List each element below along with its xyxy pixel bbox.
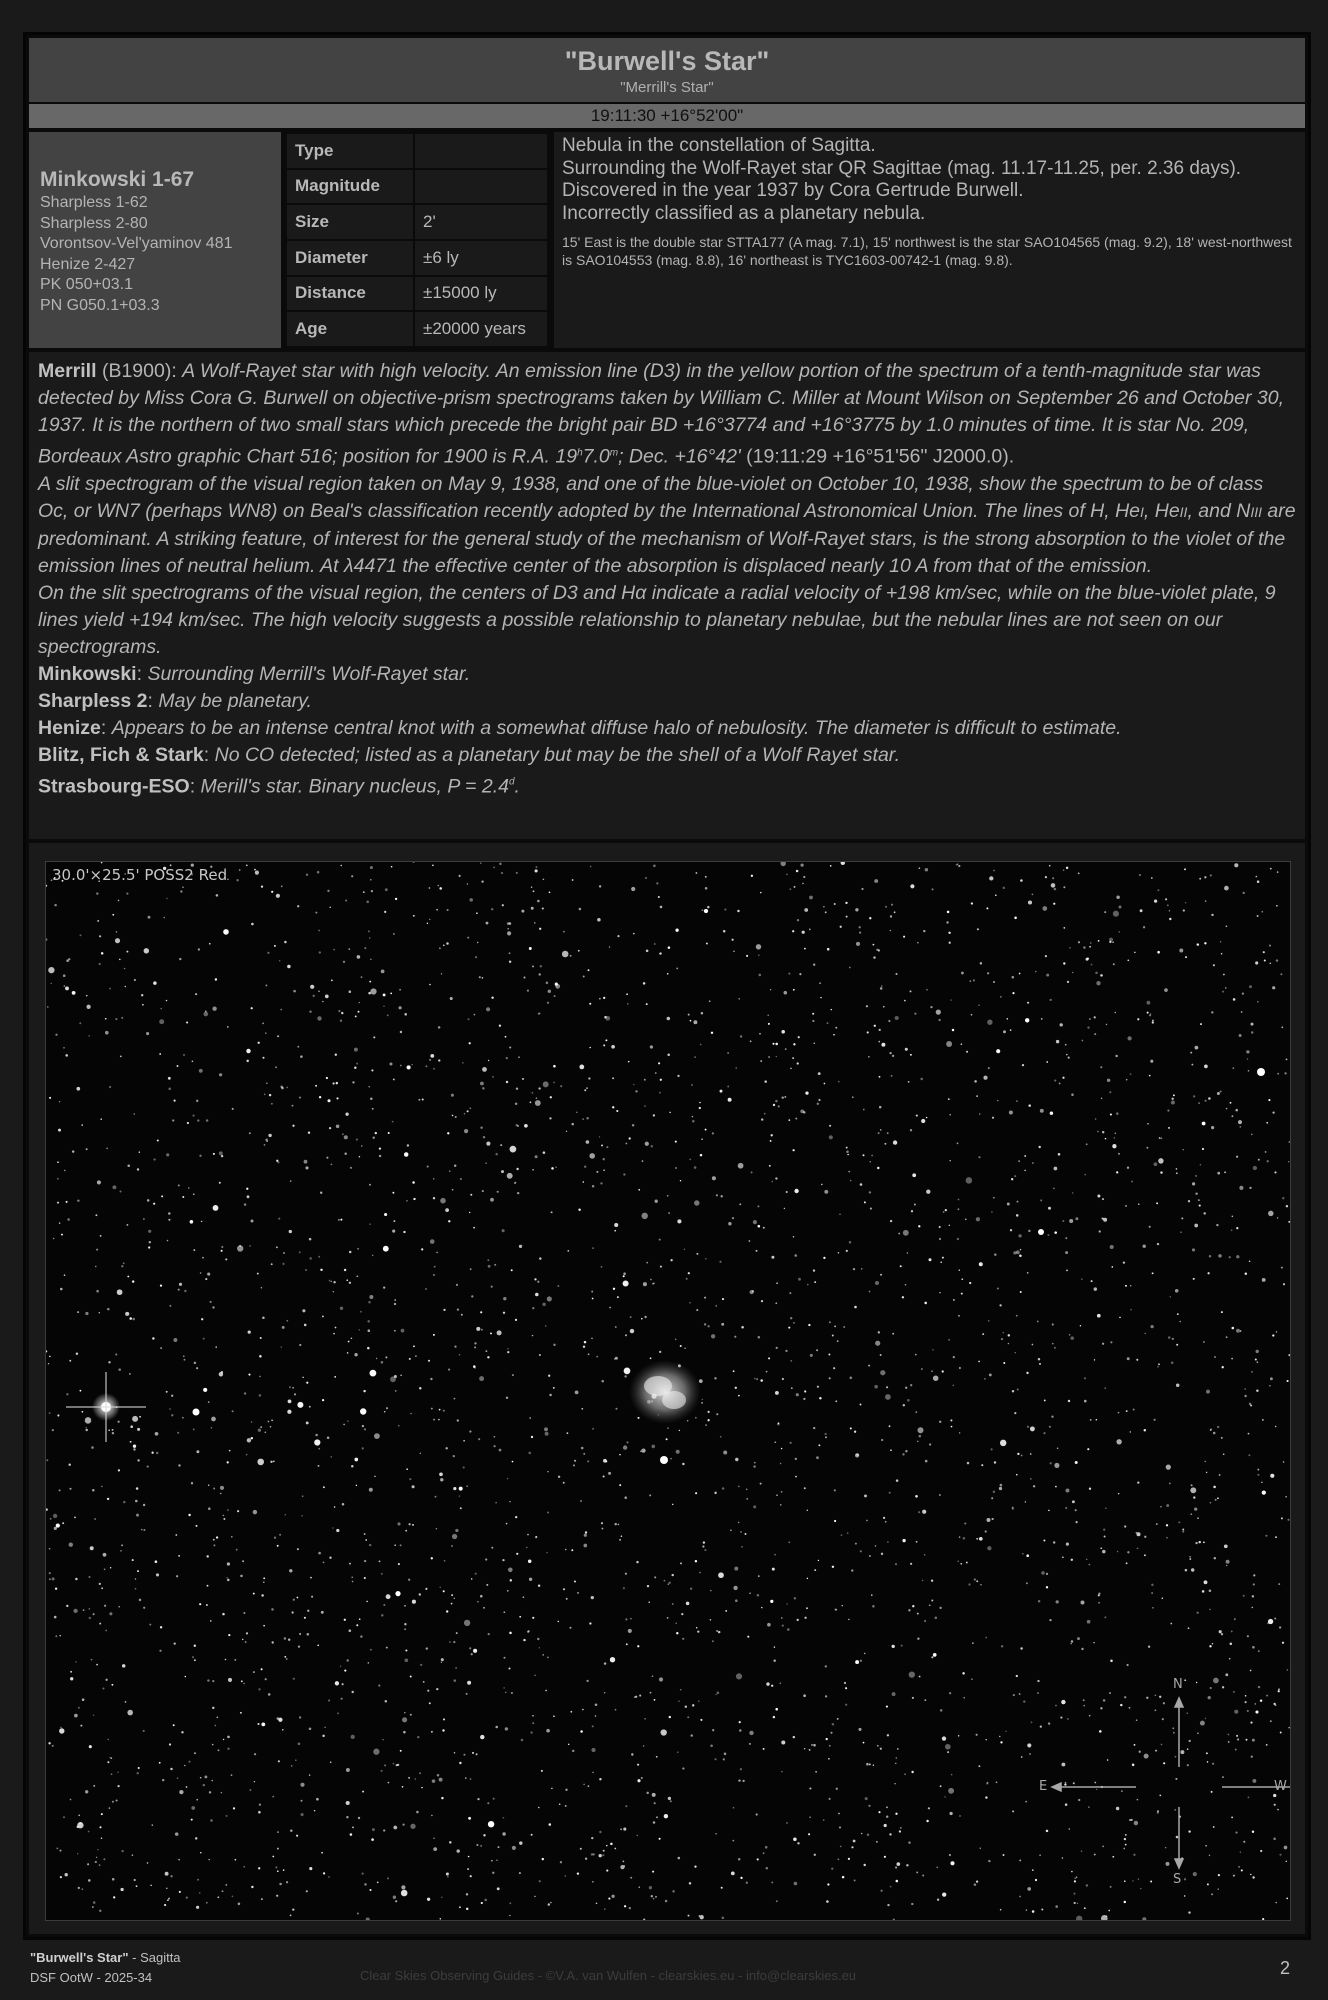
primary-designation: Minkowski 1-67 [40,168,195,191]
alt-designation: PN G050.1+03.3 [40,296,160,314]
property-value [414,169,548,205]
description-line: Surrounding the Wolf-Rayet star QR Sagittae (mag. 11.17-11.25, per. 2.36 days). [562,157,1242,179]
description-panel [554,132,1305,348]
note-source: Merrill [38,360,97,382]
property-row-age [286,311,548,347]
property-value: ±20000 years [414,311,548,347]
page-title: "Burwell's Star" [564,46,770,76]
star-field [46,862,1290,1920]
alt-designation: Vorontsov-Vel'yaminov 481 [40,235,233,252]
alt-designation: Henize 2-427 [40,255,136,273]
compass-west-label: W [1274,1779,1287,1794]
footer-credits: Clear Skies Observing Guides - ©V.A. van Wulfen - clearskies.eu - info@clearskies.eu [360,1968,857,1983]
coordinates-bar: 19:11:30 +16°52'00" [29,104,1305,128]
property-row-size [286,204,548,240]
note-strasbourg: Strasbourg-ESO: Merill's star. Binary nucleus, P = 2.4$^d$. [38,775,520,797]
property-value: 2' [414,204,548,240]
nebula-minkowski-1-67 [629,1360,701,1424]
property-value: ±15000 ly [414,276,548,312]
property-label: Size [286,204,414,240]
compass-east-label: E [1039,1779,1048,1794]
compass [1052,1698,1290,1868]
description-line: Discovered in the year 1937 by Cora Gertrude Burwell. [562,180,1024,201]
property-value [414,133,548,169]
property-row-diameter [286,240,548,276]
note-merrill: Merrill (B1900): A Wolf-Rayet star with high velocity. An emission line (D3) in the yellow portion of the spectrum of a tenth-magnitude star was detected by Miss Cora G. Burwell on objective-prism spectrograms taken by William C. Miller at Mount Wilson on September 26 and October 30, 1937. It is the northern of two small stars which precede the bright pair BD +16°3774 and +16°3775 by 1.0 minutes of time. It is star No. 209, Bordeaux Astro graphic Chart 516; position for 1900 is R.A. 19$^h$7.0$^m$; Dec. +16°42' (19:11:29 +16°51'56" J2000.0). [38,360,1284,468]
page-subtitle: "Merrill's Star" [620,79,714,96]
note-merrill-velocity: On the slit spectrograms of the visual region, the centers of D3 and Hα indicate a radial velocity of +198 km/sec, while on the blue-violet plate, 9 lines yield +194 km/sec. The high velocity suggests a possible relationship to planetary nebulae, but the nebular lines are not seen on our spectrograms. [38,581,1276,658]
title-bar [29,38,1305,104]
note-henize: Henize: Appears to be an intense central knot with a somewhat diffuse halo of nebulosity. The diameter is difficult to estimate. [38,716,1122,739]
image-panel [29,843,1305,1934]
historical-notes [29,352,1305,839]
footer-object-name: "Burwell's Star" [30,1950,129,1965]
note-blitz: Blitz, Fich & Stark: No CO detected; listed as a planetary but may be the shell of a Wolf Rayet star. [38,743,900,766]
compass-north-label: N [1173,1677,1183,1692]
alt-designation: Sharpless 2-80 [40,214,148,232]
compass-south-label: S [1173,1872,1182,1887]
footer-constellation: - Sagitta [128,1950,181,1965]
field-of-view-label: 30.0'×25.5' POSS2 Red [52,866,228,884]
property-label: Age [286,311,414,347]
note-sharpless: Sharpless 2: May be planetary. [38,689,312,712]
star-field-image [45,861,1291,1921]
property-label: Type [286,133,414,169]
footer-series: DSF OotW - 2025-34 [30,1970,153,1985]
neighbors-text: 15' East is the double star STTA177 (A mag. 7.1), 15' northwest is the star SAO104565 (mag. 9.2), 18' west-northwest is SAO104553 (mag. 8.8), 16' northeast is TYC1603-00742-1 (mag. 9.8). [562,234,1292,268]
footer-left [30,1948,181,1988]
page-number: 2 [1279,1958,1290,1978]
property-label: Magnitude [286,169,414,205]
observing-guide-page [23,32,1311,1940]
property-label: Distance [286,276,414,312]
note-merrill-spectrum: A slit spectrogram of the visual region taken on May 9, 1938, and one of the blue-violet on October 10, 1938, show the spectrum to be of class Oc, or WN7 (perhaps WN8) on Beal's classification recently adopted by the International Astronomical Union. The lines of H, HeI, HeII, and NIII are predominant. A striking feature, of interest for the general study of the mechanism of Wolf-Rayet stars, is the strong absorption to the violet of the emission lines of neutral helium. At λ4471 the effective center of the absorption is displaced nearly 10 A from that of the emission. [38,472,1296,577]
alt-designation: Sharpless 1-62 [40,194,148,211]
description-line: Incorrectly classified as a planetary nebula. [562,202,926,224]
property-row-type [286,133,548,169]
description-line: Nebula in the constellation of Sagitta. [562,135,876,156]
property-row-distance [286,276,548,312]
alt-designation: PK 050+03.1 [40,276,133,293]
property-row-magnitude [286,169,548,205]
note-minkowski: Minkowski: Surrounding Merrill's Wolf-Rayet star. [38,662,471,685]
designations-panel [29,132,281,348]
property-value: ±6 ly [414,240,548,276]
property-label: Diameter [286,240,414,276]
info-row [29,132,1305,348]
properties-table [285,132,549,348]
